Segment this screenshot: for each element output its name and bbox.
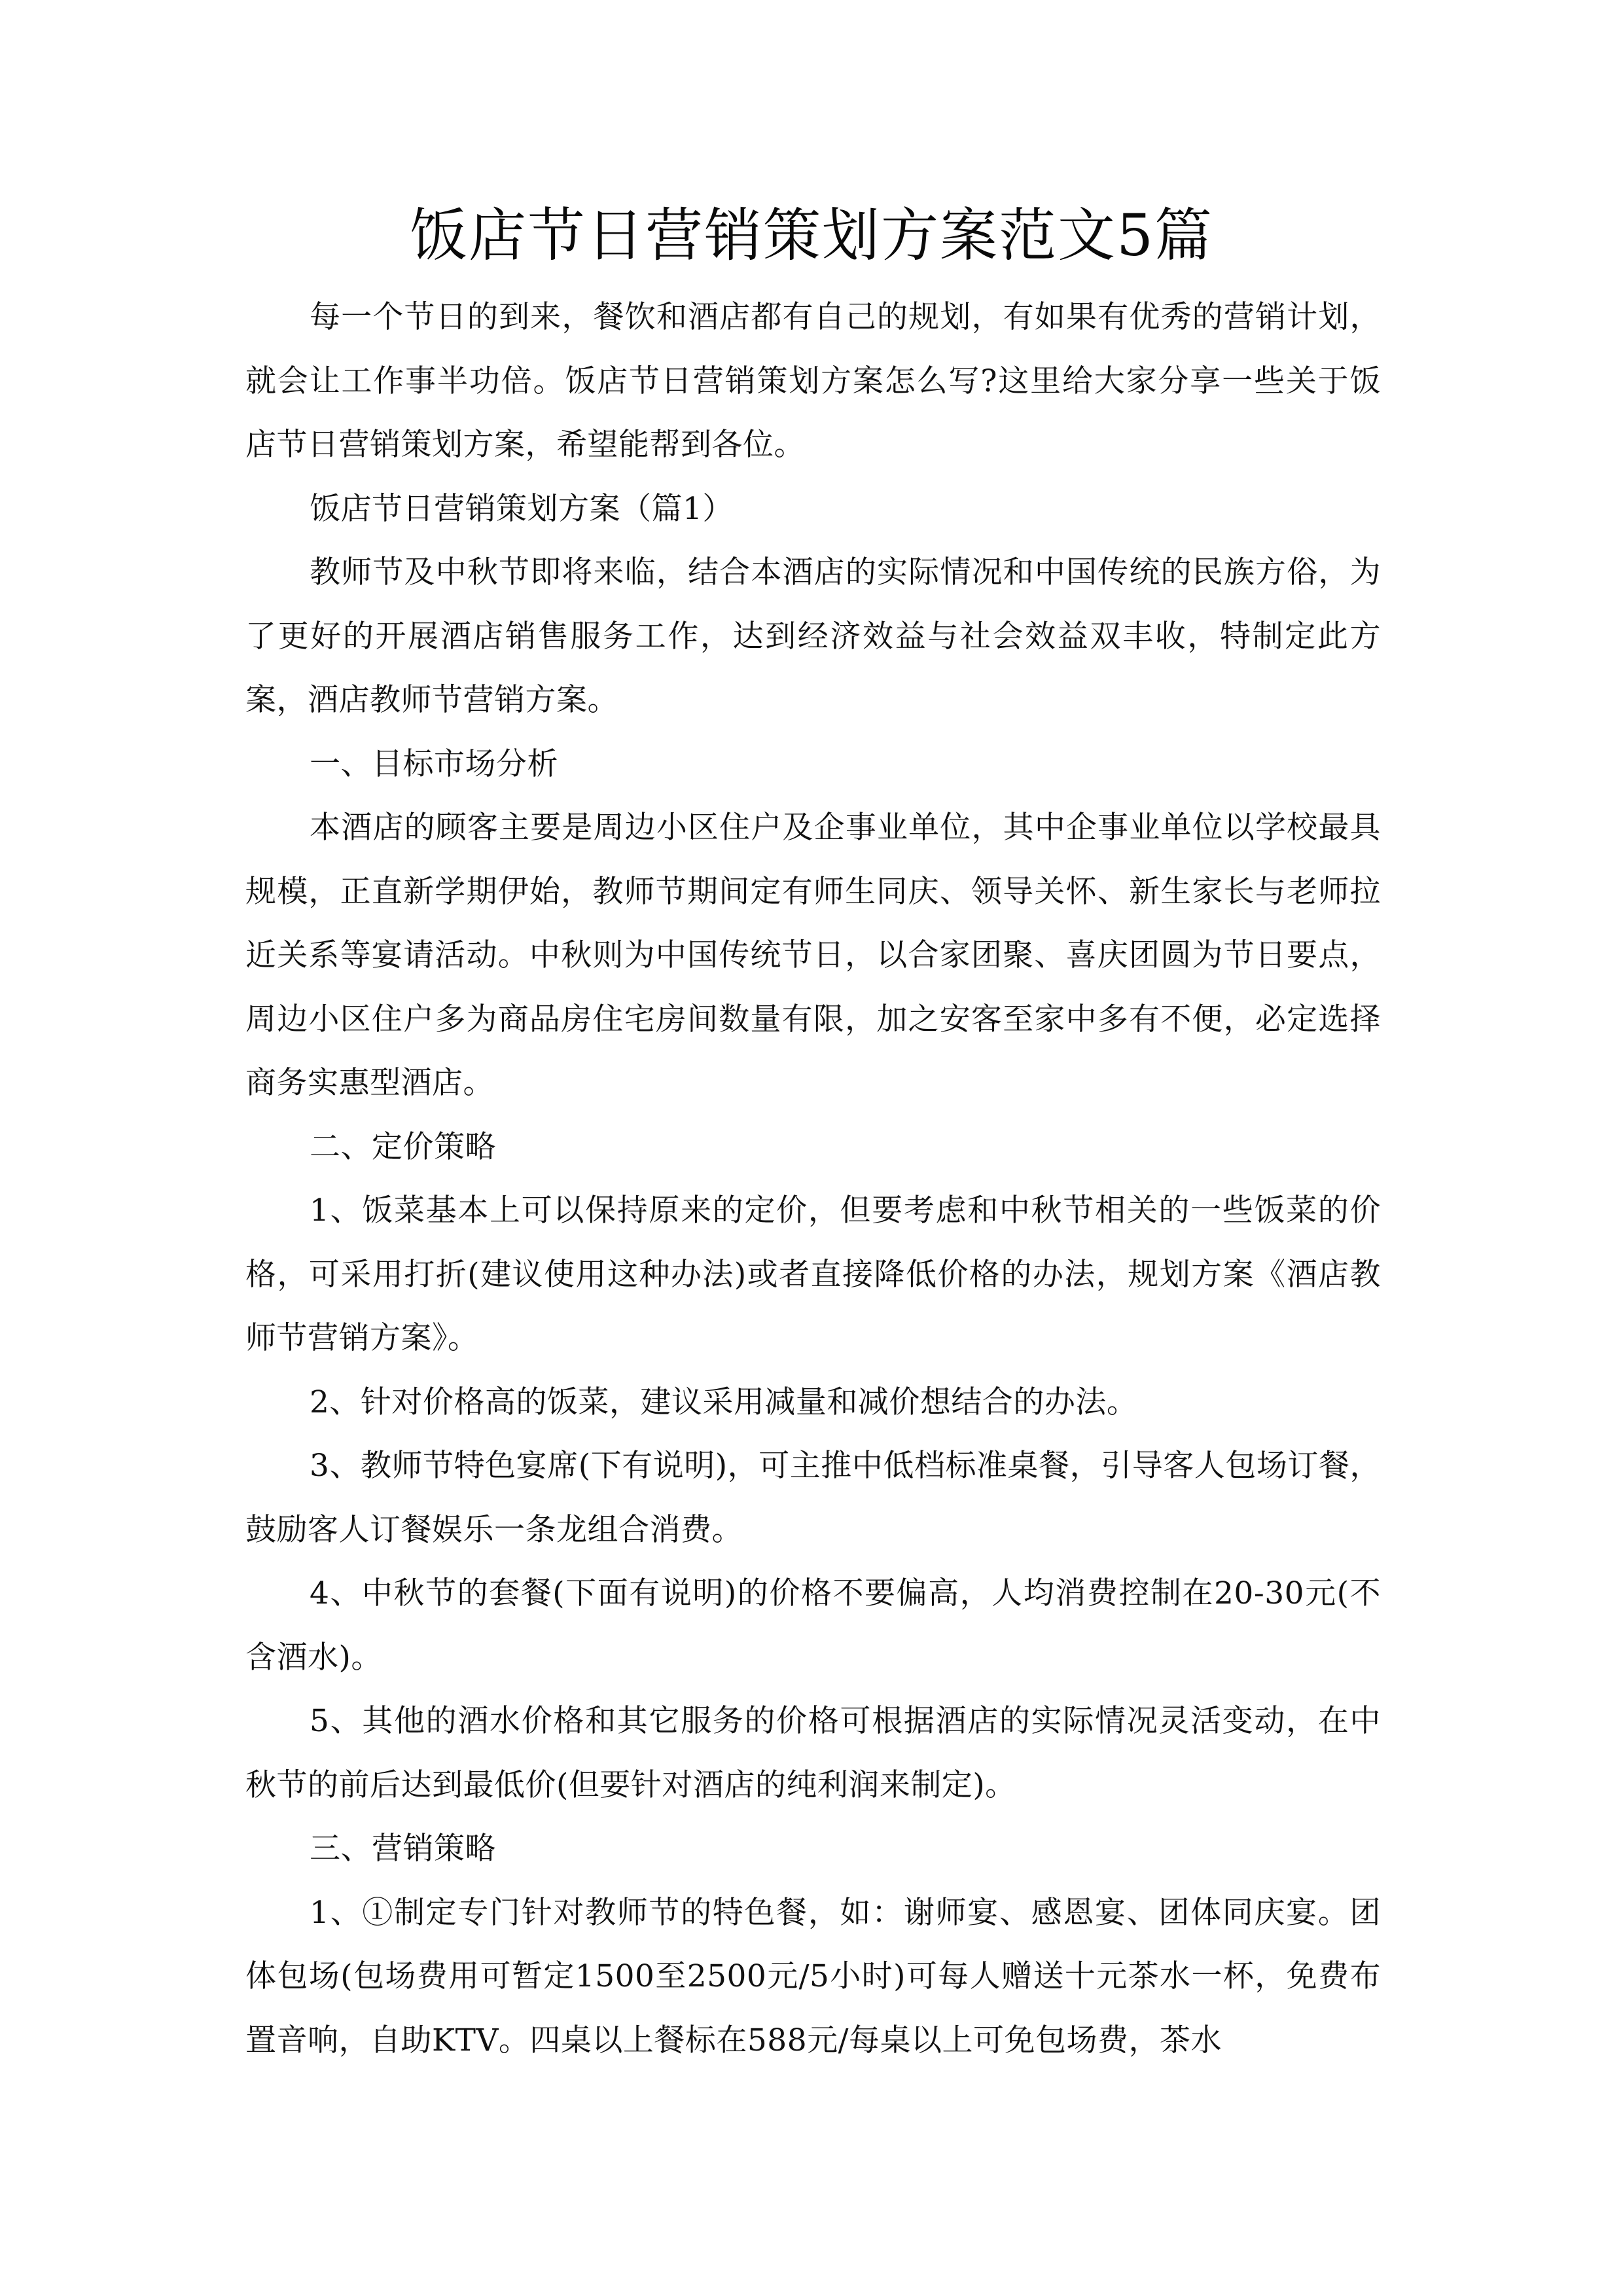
target-market-paragraph: 本酒店的顾客主要是周边小区住户及企事业单位，其中企事业单位以学校最具规模，正直新学期伊始，教师节期间定有师生同庆、领导关怀、新生家长与老师拉近关系等宴请活动。中秋则为中国传统节日，以合家团聚、喜庆团圆为节日要点，周边小区住户多为商品房住宅房间数量有限，加之安客至家中多有不便，必定选择商务实惠型酒店。: [245, 810, 1381, 1101]
document-body: [245, 285, 1381, 2072]
intro-paragraph: 每一个节日的到来，餐饮和酒店都有自己的规划，有如果有优秀的营销计划，就会让工作事半功倍。饭店节日营销策划方案怎么写?这里给大家分享一些关于饭店节日营销策划方案，希望能帮到各位。: [245, 299, 1381, 463]
pricing-item-5: 5、其他的酒水价格和其它服务的价格可根据酒店的实际情况灵活变动，在中秋节的前后达到最低价(但要针对酒店的纯利润来制定)。: [245, 1703, 1381, 1803]
pricing-item-3: 3、教师节特色宴席(下有说明)，可主推中低档标准桌餐，引导客人包场订餐，鼓励客人订餐娱乐一条龙组合消费。: [245, 1448, 1381, 1548]
section-heading-target-market: 一、目标市场分析: [310, 745, 558, 782]
article-1-heading: 饭店节日营销策划方案（篇1）: [310, 490, 734, 527]
section-heading-pricing: 二、定价策略: [310, 1128, 496, 1165]
section-heading-marketing: 三、营销策略: [310, 1831, 496, 1867]
pricing-item-2: 2、针对价格高的饭菜，建议采用减量和减价想结合的办法。: [310, 1384, 1138, 1420]
article-1-intro-paragraph: 教师节及中秋节即将来临，结合本酒店的实际情况和中国传统的民族方俗，为了更好的开展酒店销售服务工作，达到经济效益与社会效益双丰收，特制定此方案，酒店教师节营销方案。: [245, 554, 1381, 718]
marketing-item-1: 1、①制定专门针对教师节的特色餐，如：谢师宴、感恩宴、团体同庆宴。团体包场(包场费用可暂定1500至2500元/5小时)可每人赠送十元茶水一杯，免费布置音响，自助KTV。四桌以上餐标在588元/每桌以上可免包场费，茶水: [245, 1894, 1381, 2058]
document-title: 饭店节日营销策划方案范文5篇: [410, 202, 1213, 269]
pricing-item-1: 1、饭菜基本上可以保持原来的定价，但要考虑和中秋节相关的一些饭菜的价格，可采用打折(建议使用这种办法)或者直接降低价格的办法，规划方案《酒店教师节营销方案》。: [245, 1193, 1381, 1356]
pricing-item-4: 4、中秋节的套餐(下面有说明)的价格不要偏高，人均消费控制在20-30元(不含酒水)。: [245, 1575, 1381, 1676]
